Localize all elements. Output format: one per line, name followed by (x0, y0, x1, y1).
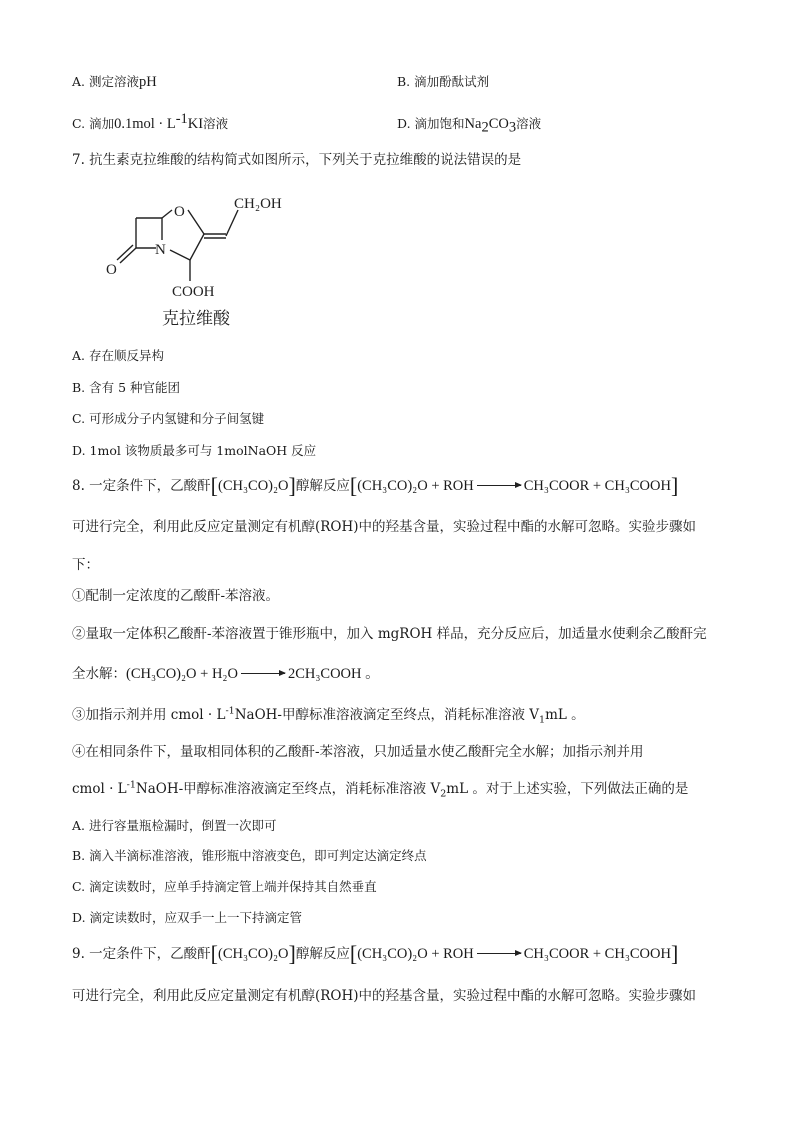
option-6a: A. 测定溶液pH (72, 74, 157, 90)
molecule-cooh: COOH (172, 284, 215, 300)
option-6b: B. 滴加酚酞试剂 (397, 74, 490, 89)
question-8-line3: 下： (72, 557, 99, 573)
question-8-step3: ③加指示剂并用 cmol · $L^{-1}NaOH-$甲醇标准溶液滴定至终点，消耗标准溶液 $V_1mL$ 。 (72, 705, 585, 726)
question-8-line2: 可进行完全，利用此反应定量测定有机醇(ROH)中的羟基含量，实验过程中酯的水解可忽略。实验步骤如 (72, 519, 697, 535)
option-7b: B. 含有 5 种官能团 (72, 380, 181, 395)
hydrolysis-arrow (241, 673, 285, 674)
reaction-arrow-q9 (477, 953, 521, 954)
question-7-stem: 7. 抗生素克拉维酸的结构简式如图所示，下列关于克拉维酸的说法错误的是 (72, 152, 522, 168)
option-7a: A. 存在顺反异构 (72, 348, 164, 363)
molecule-caption: 克拉维酸 (162, 309, 230, 329)
question-8-step4a: ④在相同条件下，量取相同体积的乙酸酐-苯溶液，只加适量水使乙酸酐完全水解；加指示剂并用 (72, 744, 644, 760)
option-7c: C. 可形成分子内氢键和分子间氢键 (72, 411, 265, 426)
question-8-step2a: ②量取一定体积乙酸酐-苯溶液置于锥形瓶中，加入 mgROH 样品，充分反应后，加适量水使剩余乙酸酐完 (72, 626, 707, 642)
molecule-n-atom: N (155, 242, 166, 258)
clavulanic-acid-structure (100, 188, 300, 333)
reaction-arrow (477, 485, 521, 486)
question-9-line2: 可进行完全，利用此反应定量测定有机醇(ROH)中的羟基含量，实验过程中酯的水解可忽略。实验步骤如 (72, 988, 697, 1004)
option-8a: A. 进行容量瓶检漏时，倒置一次即可 (72, 818, 277, 833)
question-8-line1: 8. 一定条件下，乙酸酐[(CH₃CO)₂O]醇解反应[(CH₃CO)₂O + ROH CH₃COOR + CH₃COOH] (72, 473, 679, 498)
question-9-line1: 9. 一定条件下，乙酸酐[(CH₃CO)₂O]醇解反应[(CH₃CO)₂O + ROH CH₃COOR + CH₃COOH] (72, 941, 679, 966)
option-6c: C. 滴加$0.1mol \cdot L^{-1}KI$溶液 (72, 110, 229, 132)
option-8c: C. 滴定读数时，应单手持滴定管上端并保持其自然垂直 (72, 879, 377, 894)
question-8-step2b: 全水解：(CH₃CO)₂O + H₂O 2CH₃COOH 。 (72, 666, 380, 682)
molecule-ch2oh: CH₂OH (234, 196, 282, 212)
molecule-o-ring: O (174, 204, 185, 220)
option-8d: D. 滴定读数时，应双手一上一下持滴定管 (72, 910, 303, 925)
question-8-step1: ①配制一定浓度的乙酸酐-苯溶液。 (72, 588, 280, 604)
molecule-o-carbonyl: O (106, 262, 117, 278)
option-7d: D. 1mol 该物质最多可与 1molNaOH 反应 (72, 443, 317, 458)
option-6d: D. 滴加饱和$Na_2CO_3$溶液 (397, 116, 542, 136)
question-8-step4b: cmol · $L^{-1}NaOH-$甲醇标准溶液滴定至终点，消耗标准溶液 $V_2mL$ 。对于上述实验，下列做法正确的是 (72, 779, 689, 800)
option-8b: B. 滴入半滴标准溶液，锥形瓶中溶液变色，即可判定达滴定终点 (72, 848, 427, 863)
